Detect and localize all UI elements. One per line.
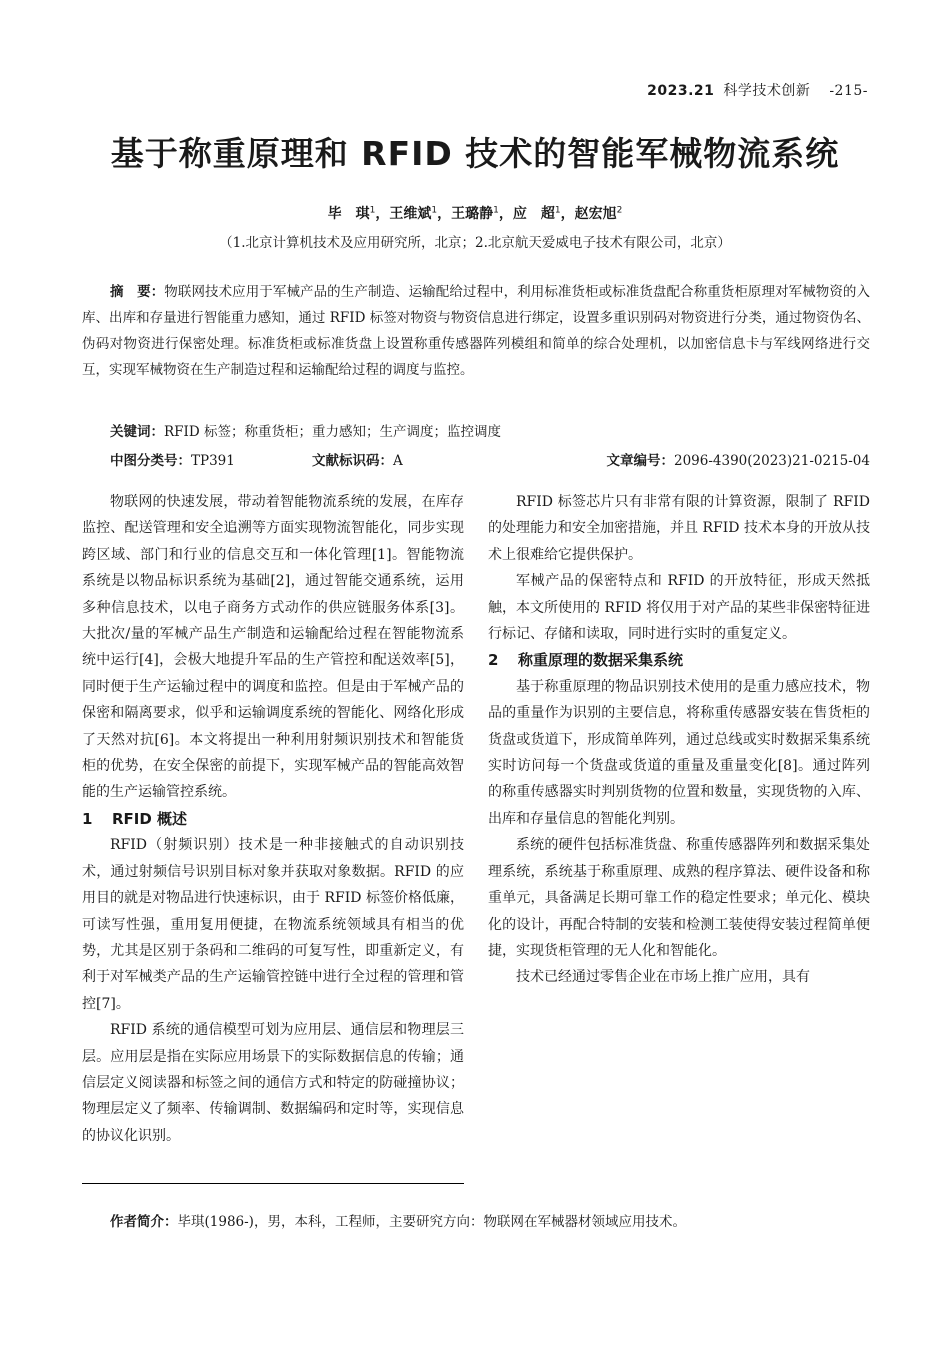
author-affil-mark: 1: [493, 205, 499, 216]
body-paragraph: 技术已经通过零售企业在市场上推广应用，具有: [516, 969, 810, 986]
affiliations: （1.北京计算机技术及应用研究所，北京；2.北京航天爱威电子技术有限公司，北京）: [219, 235, 731, 251]
clc-code: 中图分类号：TP391: [110, 453, 235, 469]
bio-text: 毕琪(1986-)，男，本科，工程师，主要研究方向：物联网在军械器材领域应用技术。: [177, 1214, 686, 1230]
author-list: 毕 琪$^1$，王维斌$^1$，王璐静$^1$，应 超$^1$，赵宏旭$^2$: [327, 205, 623, 222]
body-paragraph: 军械产品的保密特点和 RFID 的开放特征，形成天然抵触，本文所使用的 RFID 将仅用于对产品的某些非保密特征进行标记、存储和读取，同时进行实时的重复定义。: [488, 573, 870, 643]
body-column-left: [82, 489, 464, 1149]
abstract: [82, 279, 870, 383]
footnote-divider: [82, 1183, 464, 1184]
author: 赵宏旭: [574, 206, 617, 222]
doc-code: 文献标识码：A: [312, 453, 403, 469]
section-heading: 1 RFID 概述: [82, 809, 188, 828]
keywords-text: RFID 标签；称重货柜；重力感知；生产调度；监控调度: [164, 424, 501, 440]
keywords: [110, 420, 501, 440]
author: 王璐静: [451, 206, 494, 222]
abstract-label: 摘 要：: [110, 284, 165, 300]
paper-title: 基于称重原理和 RFID 技术的智能军械物流系统: [110, 134, 840, 173]
author-affil-mark: 2: [616, 205, 623, 216]
running-header: [647, 80, 868, 100]
author-bio: [110, 1210, 686, 1230]
body-paragraph: 系统的硬件包括标准货盘、称重传感器阵列和数据采集处理系统，系统基于称重原理、成熟的程序算法、硬件设备和称重单元，具备满足长期可靠工作的稳定性要求；单元化、模块化的设计，再配合特制的安装和检测工装使得安装过程简单便捷，实现货柜管理的无人化和智能化。: [488, 837, 870, 959]
body-paragraph: RFID（射频识别）技术是一种非接触式的自动识别技术，通过射频信号识别目标对象并获取对象数据。RFID 的应用目的就是对物品进行快速标识，由于 RFID 标签价格低廉，可读写性强，重用复用便捷，在物流系统领域具有相当的优势，尤其是区别于条码和二维码的可复写性，即重新定义，有利于对军械类产品的生产运输管控链中进行全过程的管理和管控[7]。: [82, 837, 464, 1012]
body-paragraph: 基于称重原理的物品识别技术使用的是重力感应技术，物品的重量作为识别的主要信息，将称重传感器安装在售货柜的货盘或货道下，形成简单阵列，通过总线或实时数据采集系统实时访问每一个货盘或货道的重量及重量变化[8]。通过阵列的称重传感器实时判别货物的位置和数量，实现货物的入库、出库和存量信息的智能化判别。: [488, 678, 870, 827]
author: 毕 琪: [327, 206, 370, 222]
author-affil-mark: 1: [431, 205, 438, 216]
body-paragraph: 物联网的快速发展，带动着智能物流系统的发展，在库存监控、配送管理和安全追溯等方面实现物流智能化，同步实现跨区域、部门和行业的信息交互和一体化管理[1]。智能物流系统是以物品标识系统为基础[2]，通过智能交通系统，运用多种信息技术，以电子商务方式动作的供应链服务体系[3]。大批次/量的军械产品生产制造和运输配给过程在智能物流系统中运行[4]，会极大地提升军品的生产管控和配送效率[5]，同时便于生产运输过程中的调度和监控。但是由于军械产品的保密和隔离要求，似乎和运输调度系统的智能化、网络化形成了天然对抗[6]。本文将提出一种利用射频识别技术和智能货柜的优势，在安全保密的前提下，实现军械产品的智能高效智能的生产运输管控系统。: [82, 494, 464, 801]
body-paragraph: RFID 系统的通信模型可划为应用层、通信层和物理层三层。应用层是指在实际应用场景下的实际数据信息的传输；通信层定义阅读器和标签之间的通信方式和特定的防碰撞协议；物理层定义了频率、传输调制、数据编码和定时等，实现信息的协议化识别。: [82, 1022, 464, 1144]
keywords-label: 关键词：: [110, 424, 164, 440]
journal-name: 科学技术创新: [723, 83, 811, 99]
article-number: 文章编号：2096-4390(2023)21-0215-04: [606, 453, 870, 469]
author: 应 超: [512, 206, 555, 222]
body-paragraph: RFID 标签芯片只有非常有限的计算资源，限制了 RFID 的处理能力和安全加密措施，并且 RFID 技术本身的开放从技术上很难给它提供保护。: [488, 494, 870, 563]
body-column-right: [488, 489, 870, 991]
abstract-text: 物联网技术应用于军械产品的生产制造、运输配给过程中，利用标准货柜或标准货盘配合称重货柜原理对军械物资的入库、出库和存量进行智能重力感知，通过 RFID 标签对物资与物资信息进行绑定，设置多重识别码对物资进行分类，通过物资伪名、伪码对物资进行保密处理。标准货柜或标准货盘上设置称重传感器阵列模组和简单的综合处理机，以加密信息卡与军线网络进行交互，实现军械物资在生产制造过程和运输配给过程的调度与监控。: [82, 284, 871, 378]
author-affil-mark: 1: [554, 205, 561, 216]
author: 王维斌: [389, 206, 432, 222]
page-number: -215-: [829, 83, 868, 99]
section-heading: 2 称重原理的数据采集系统: [488, 651, 684, 670]
bio-label: 作者简介：: [110, 1214, 178, 1230]
author-affil-mark: 1: [369, 205, 376, 216]
journal-issue: 2023.21: [647, 83, 715, 99]
